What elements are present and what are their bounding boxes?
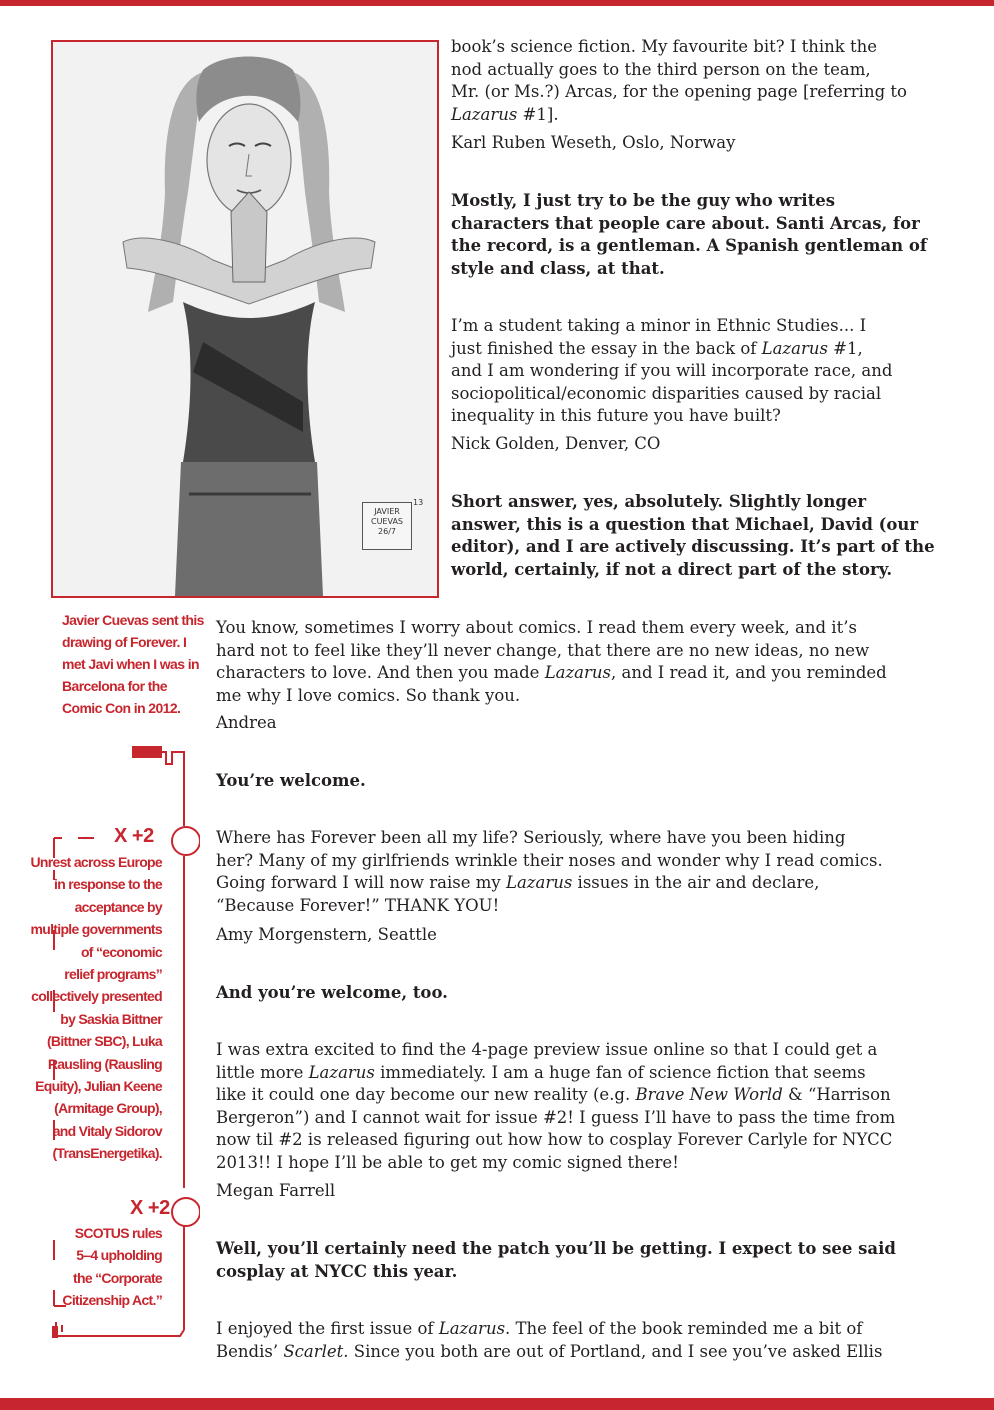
timeline-line: Citizenship Act.” bbox=[62, 1292, 162, 1309]
timeline-line: 5–4 upholding bbox=[76, 1247, 162, 1264]
timeline-heading: X +2 bbox=[130, 1197, 170, 1219]
signature-year: 13 bbox=[413, 498, 424, 507]
timeline-entry-2 bbox=[62, 1222, 162, 1312]
timeline-line: relief programs” bbox=[64, 966, 162, 983]
timeline-line: of “economic bbox=[80, 943, 162, 960]
timeline-line: the “Corporate bbox=[73, 1269, 162, 1286]
letter-next: I enjoyed the first issue of Lazarus. The feel of the book reminded me a bit of Bendis’ Scarlet. Since you both are out of Portland, and I see you’ve asked Ellis bbox=[216, 1319, 883, 1361]
timeline-line: Unrest across Europe bbox=[30, 854, 162, 870]
letter-signature: Karl Ruben Weseth, Oslo, Norway bbox=[451, 133, 736, 152]
timeline-line: (Armitage Group), bbox=[54, 1100, 162, 1117]
caption-line: Barcelona for the bbox=[62, 678, 167, 694]
letter-signature: Megan Farrell bbox=[216, 1181, 336, 1200]
reply-5: Well, you’ll certainly need the patch you’ll be getting. I expect to see said cosplay at NYCC this year. bbox=[216, 1239, 896, 1281]
timeline-line: SCOTUS rules bbox=[74, 1225, 162, 1241]
letter-signature: Nick Golden, Denver, CO bbox=[451, 434, 661, 453]
reply-3: You’re welcome. bbox=[216, 771, 366, 790]
reply-2: Short answer, yes, absolutely. Slightly longer answer, this is a question that Michael, David (our editor), and I are actively discussing. It’s part of the world, certainly, if not a direct part of the story. bbox=[451, 492, 935, 579]
drawing-caption bbox=[62, 609, 204, 719]
letter-signature: Amy Morgenstern, Seattle bbox=[216, 925, 437, 944]
timeline-line: and Vitaly Sidorov bbox=[52, 1122, 162, 1139]
top-rule bbox=[0, 0, 994, 6]
caption-line: met Javi when I was in bbox=[62, 656, 199, 672]
caption-line: Comic Con in 2012. bbox=[62, 700, 181, 716]
timeline-line: Rausling (Rausling bbox=[47, 1055, 162, 1072]
reply-1: Mostly, I just try to be the guy who writes characters that people care about. Santi Arcas, for the record, is a gentleman. A Spanish gentleman of style and class, at that. bbox=[451, 191, 928, 278]
timeline-line: Equity), Julian Keene bbox=[35, 1078, 162, 1095]
timeline-line: (Bittner SBC), Luka bbox=[46, 1033, 162, 1050]
letter-andrea: You know, sometimes I worry about comics. I read them every week, and it’s hard not to feel like they’ll never change, that there are no new ideas, no new characters to love. And then you made Lazarus, and I read it, and you reminded me why I love comics. So thank you. bbox=[216, 618, 887, 705]
timeline-line: by Saskia Bittner bbox=[60, 1010, 162, 1027]
timeline-line: collectively presented bbox=[31, 988, 162, 1005]
timeline-line: in response to the bbox=[54, 876, 162, 893]
caption-line: Javier Cuevas sent this bbox=[62, 612, 204, 628]
letter-nick: I’m a student taking a minor in Ethnic Studies... I just finished the essay in the back of Lazarus #1, and I am wondering if you will incorporate race, and sociopolitical/economic disparities caused by racial inequality in this future you have built? bbox=[451, 316, 893, 425]
timeline-line: acceptance by bbox=[74, 898, 162, 915]
timeline-heading: X +2 bbox=[114, 825, 154, 847]
reply-4: And you’re welcome, too. bbox=[216, 983, 448, 1002]
letter-amy: Where has Forever been all my life? Seriously, where have you been hiding her? Many of my girlfriends wrinkle their noses and wonder why I read comics. Going forward I will now raise my Lazarus issues in the air and declare, “Because Forever!” THANK YOU! bbox=[216, 828, 883, 915]
timeline-entry-1 bbox=[31, 851, 163, 1165]
forever-drawing bbox=[51, 40, 439, 598]
letter-signature: Andrea bbox=[216, 713, 277, 732]
caption-line: drawing of Forever. I bbox=[62, 634, 187, 650]
letter-megan: I was extra excited to find the 4-page preview issue online so that I could get a little more Lazarus immediately. I am a huge fan of science fiction that seems like it could one day become our new reality (e.g. Brave New World & “Harrison Bergeron”) and I cannot wait for issue #2! I guess I’ll have to pass the time from now til #2 is released figuring out how how to cosplay Forever Carlyle for NYCC 2013!! I hope I’ll be able to get my comic signed there! bbox=[216, 1040, 896, 1172]
artist-signature: JAVIER CUEVAS 26/7 bbox=[362, 502, 412, 550]
bottom-rule bbox=[0, 1398, 994, 1410]
timeline-line: multiple governments bbox=[30, 921, 162, 938]
letter-karl: book’s science fiction. My favourite bit? I think the nod actually goes to the third person on the team, Mr. (or Ms.?) Arcas, for the opening page [referring to Lazarus #1]. bbox=[451, 37, 907, 124]
timeline-line: (TransEnergetika). bbox=[52, 1145, 162, 1162]
